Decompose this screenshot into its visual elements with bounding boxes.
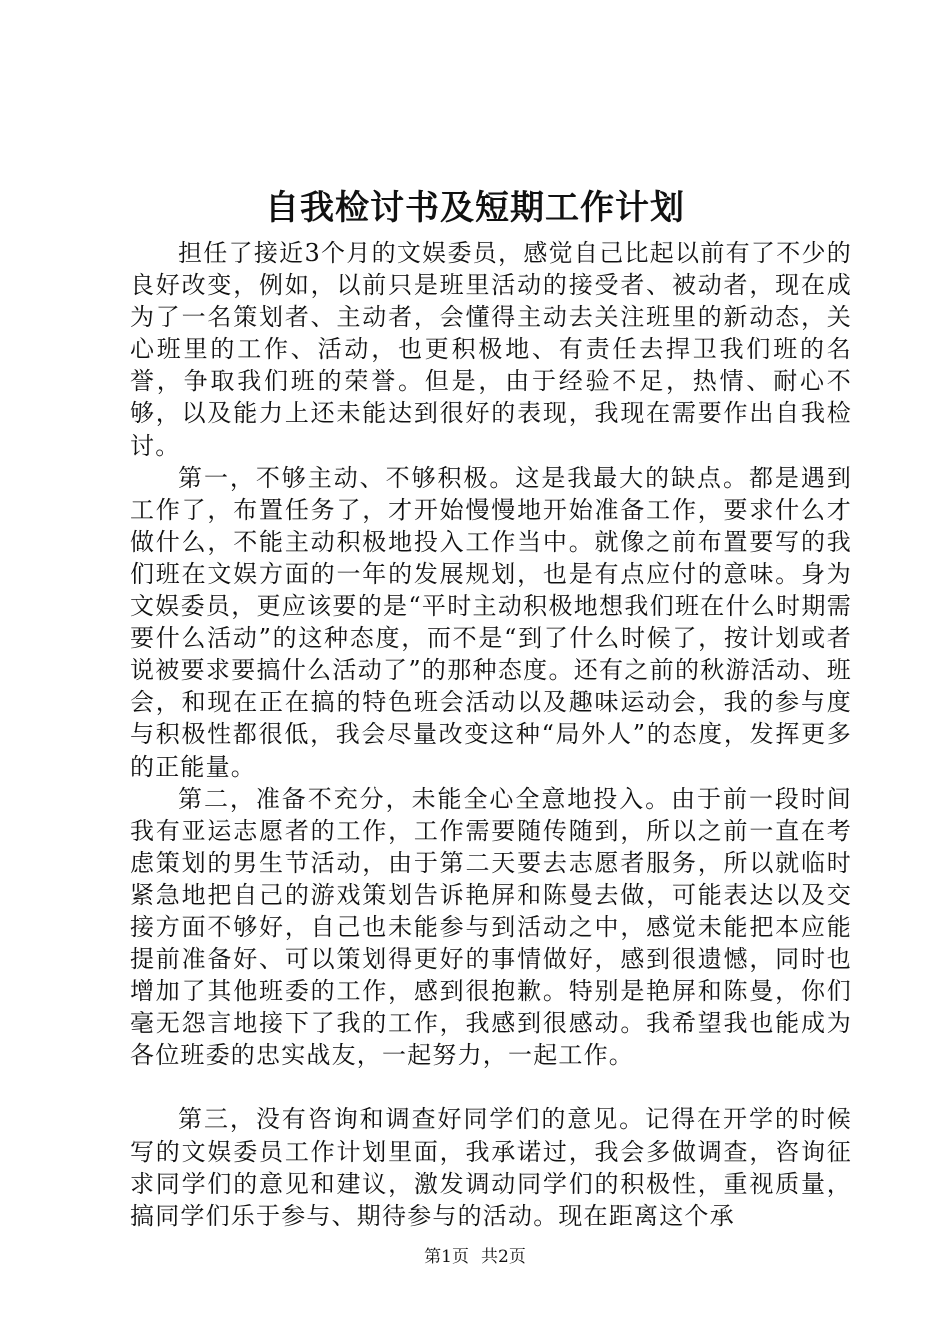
page-total: 共2页 xyxy=(481,1247,526,1267)
document-body xyxy=(130,237,852,1232)
page-footer xyxy=(0,1246,950,1268)
page-number: 第1页 xyxy=(424,1247,469,1267)
document-title: 自我检讨书及短期工作计划 xyxy=(265,188,685,228)
paragraph-first-point: 第一，不够主动、不够积极。这是我最大的缺点。都是遇到工作了，布置任务了，才开始慢慢地开始准备工作，要求什么才做什么，不能主动积极地投入工作当中。就像之前布置要写的我们班在文娱方面的一年的发展规划，也是有点应付的意味。身为文娱委员，更应该要的是“平时主动积极地想我们班在什么时期需要什么活动”的这种态度，而不是“到了什么时候了，按计划或者说被要求要搞什么活动了”的那种态度。还有之前的秋游活动、班会，和现在正在搞的特色班会活动以及趣味运动会，我的参与度与积极性都很低，我会尽量改变这种“局外人”的态度，发挥更多的正能量。 xyxy=(130,463,852,781)
paragraph-intro: 担任了接近3个月的文娱委员，感觉自己比起以前有了不少的良好改变，例如，以前只是班里活动的接受者、被动者，现在成为了一名策划者、主动者，会懂得主动去关注班里的新动态，关心班里的工作、活动，也更积极地、有责任去捍卫我们班的名誉，争取我们班的荣誉。但是，由于经验不足，热情、耐心不够，以及能力上还未能达到很好的表现，我现在需要作出自我检讨。 xyxy=(130,239,852,460)
paragraph-third-point: 第三，没有咨询和调查好同学们的意见。记得在开学的时候写的文娱委员工作计划里面，我承诺过，我会多做调查，咨询征求同学们的意见和建议，激发调动同学们的积极性，重视质量，搞同学们乐于参与、期待参与的活动。现在距离这个承 xyxy=(130,1105,852,1230)
paragraph-second-point: 第二，准备不充分，未能全心全意地投入。由于前一段时间我有亚运志愿者的工作，工作需要随传随到，所以之前一直在考虑策划的男生节活动，由于第二天要去志愿者服务，所以就临时紧急地把自己的游戏策划告诉艳屏和陈曼去做，可能表达以及交接方面不够好，自己也未能参与到活动之中，感觉未能把本应能提前准备好、可以策划得更好的事情做好，感到很遗憾，同时也增加了其他班委的工作，感到很抱歉。特别是艳屏和陈曼，你们毫无怨言地接下了我的工作，我感到很感动。我希望我也能成为各位班委的忠实战友，一起努力，一起工作。 xyxy=(130,784,852,1070)
